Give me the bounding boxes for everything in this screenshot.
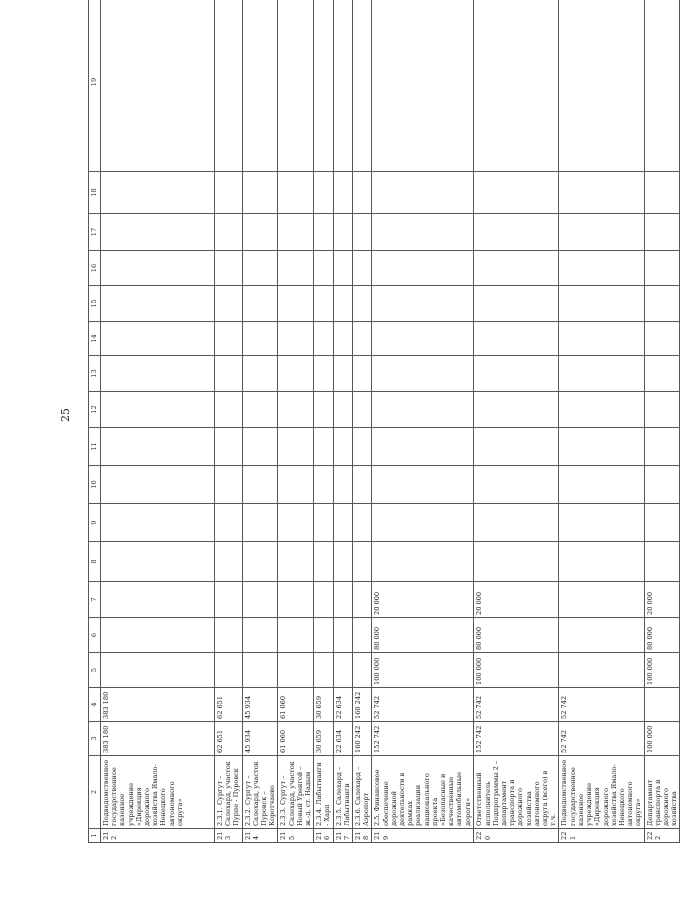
empty-cell [559, 251, 644, 286]
empty-cell [278, 392, 314, 428]
table-row [215, 0, 243, 843]
cell-value [215, 618, 243, 653]
page-number: 25 [59, 408, 72, 422]
cell-value: 152 742 [474, 722, 559, 756]
empty-cell [474, 542, 559, 582]
empty-cell [474, 251, 559, 286]
rotated-table-container [88, 13, 679, 843]
empty-cell [215, 0, 243, 172]
empty-cell [242, 251, 278, 286]
table-row [242, 0, 278, 843]
empty-cell [372, 172, 474, 214]
empty-cell [215, 392, 243, 428]
cell-value [559, 582, 644, 618]
empty-cell [101, 322, 215, 356]
cell-value: 20 000 [644, 582, 680, 618]
empty-cell [353, 428, 372, 466]
cell-value: 160 242 [353, 688, 372, 722]
column-header: 7 [89, 582, 101, 618]
column-header: 2 [89, 756, 101, 829]
empty-cell [278, 172, 314, 214]
cell-value: 61 060 [278, 688, 314, 722]
row-number: 214 [242, 829, 278, 843]
empty-cell [278, 428, 314, 466]
empty-cell [333, 0, 352, 172]
row-name: Ответственный исполнитель Подпрограммы 2 – департамент транспорта и дорожного хозяйства автономного округа (всего) в т.ч. [474, 756, 559, 829]
empty-cell [101, 286, 215, 322]
empty-cell [314, 466, 333, 504]
row-number: 215 [278, 829, 314, 843]
cell-value: 52 742 [474, 688, 559, 722]
cell-value: 45 934 [242, 722, 278, 756]
empty-cell [333, 392, 352, 428]
table-row [474, 0, 559, 843]
cell-value [644, 688, 680, 722]
cell-value [353, 618, 372, 653]
column-header: 1 [89, 829, 101, 843]
cell-value: 383 180 [101, 722, 215, 756]
row-name: 2.3.6. Салехард – Аэропорт [353, 756, 372, 829]
empty-cell [559, 504, 644, 542]
empty-cell [372, 542, 474, 582]
empty-cell [474, 466, 559, 504]
column-header: 5 [89, 653, 101, 688]
row-number: 213 [215, 829, 243, 843]
empty-cell [559, 214, 644, 251]
empty-cell [333, 172, 352, 214]
empty-cell [215, 356, 243, 392]
cell-value [353, 653, 372, 688]
empty-cell [314, 322, 333, 356]
cell-value [333, 582, 352, 618]
cell-value: 80 000 [644, 618, 680, 653]
empty-cell [242, 0, 278, 172]
empty-cell [101, 504, 215, 542]
row-name: 2.3.4. Лабытнанги - Харп [314, 756, 333, 829]
empty-cell [644, 504, 680, 542]
empty-cell [215, 428, 243, 466]
empty-cell [333, 356, 352, 392]
empty-cell [559, 322, 644, 356]
empty-cell [333, 428, 352, 466]
empty-cell [372, 214, 474, 251]
empty-cell [474, 356, 559, 392]
row-number: 219 [372, 829, 474, 843]
cell-value: 152 742 [372, 722, 474, 756]
empty-cell [644, 542, 680, 582]
cell-value: 80 000 [372, 618, 474, 653]
column-header: 17 [89, 214, 101, 251]
empty-cell [242, 322, 278, 356]
empty-cell [101, 251, 215, 286]
cell-value [353, 582, 372, 618]
cell-value: 160 242 [353, 722, 372, 756]
empty-cell [278, 251, 314, 286]
cell-value [101, 582, 215, 618]
cell-value [314, 582, 333, 618]
cell-value [559, 618, 644, 653]
empty-cell [372, 466, 474, 504]
column-header: 16 [89, 251, 101, 286]
empty-cell [333, 504, 352, 542]
row-name: Подведомственное государственное казенное учреждение «Дирекция дорожного хозяйства Ямало-Ненецкого автономного округа» [559, 756, 644, 829]
empty-cell [372, 0, 474, 172]
empty-cell [101, 214, 215, 251]
empty-cell [314, 392, 333, 428]
cell-value: 100 000 [372, 653, 474, 688]
empty-cell [314, 356, 333, 392]
column-header: 6 [89, 618, 101, 653]
row-number: 220 [474, 829, 559, 843]
cell-value [559, 653, 644, 688]
empty-cell [559, 286, 644, 322]
empty-cell [333, 542, 352, 582]
table-header-row [89, 0, 101, 843]
cell-value [242, 653, 278, 688]
cell-value [333, 653, 352, 688]
column-header: 19 [89, 0, 101, 172]
empty-cell [474, 428, 559, 466]
empty-cell [278, 356, 314, 392]
empty-cell [242, 356, 278, 392]
table-row [644, 0, 680, 843]
empty-cell [215, 504, 243, 542]
empty-cell [215, 172, 243, 214]
cell-value [101, 618, 215, 653]
cell-value [215, 653, 243, 688]
empty-cell [644, 322, 680, 356]
column-header: 15 [89, 286, 101, 322]
cell-value: 383 180 [101, 688, 215, 722]
empty-cell [559, 428, 644, 466]
empty-cell [242, 466, 278, 504]
empty-cell [314, 172, 333, 214]
cell-value: 100 000 [474, 653, 559, 688]
cell-value: 45 934 [242, 688, 278, 722]
empty-cell [353, 542, 372, 582]
table-row [314, 0, 333, 843]
empty-cell [353, 466, 372, 504]
row-number: 212 [101, 829, 215, 843]
empty-cell [215, 542, 243, 582]
empty-cell [101, 0, 215, 172]
empty-cell [215, 466, 243, 504]
cell-value: 22 634 [333, 688, 352, 722]
column-header: 12 [89, 392, 101, 428]
budget-table [88, 0, 680, 843]
empty-cell [278, 214, 314, 251]
empty-cell [353, 504, 372, 542]
empty-cell [314, 504, 333, 542]
cell-value: 62 651 [215, 688, 243, 722]
column-header: 14 [89, 322, 101, 356]
cell-value: 80 000 [474, 618, 559, 653]
cell-value [242, 618, 278, 653]
table-row [333, 0, 352, 843]
empty-cell [278, 0, 314, 172]
empty-cell [474, 214, 559, 251]
column-header: 11 [89, 428, 101, 466]
row-number: 222 [644, 829, 680, 843]
empty-cell [101, 428, 215, 466]
empty-cell [242, 214, 278, 251]
empty-cell [101, 356, 215, 392]
empty-cell [353, 286, 372, 322]
empty-cell [559, 356, 644, 392]
empty-cell [644, 214, 680, 251]
empty-cell [559, 392, 644, 428]
row-name: 2.3.5. Салехард – Лабытнанги [333, 756, 352, 829]
empty-cell [242, 428, 278, 466]
cell-value: 20 000 [474, 582, 559, 618]
empty-cell [559, 172, 644, 214]
empty-cell [644, 428, 680, 466]
empty-cell [314, 214, 333, 251]
column-header: 4 [89, 688, 101, 722]
cell-value: 22 634 [333, 722, 352, 756]
table-row [278, 0, 314, 843]
empty-cell [474, 286, 559, 322]
empty-cell [353, 172, 372, 214]
row-name: Подведомственное государственное казенное учреждение «Дирекция дорожного хозяйства Ямало-Ненецкого автономного округа» [101, 756, 215, 829]
empty-cell [333, 322, 352, 356]
cell-value: 62 651 [215, 722, 243, 756]
row-name: Департамент транспорта и дорожного хозяйства [644, 756, 680, 829]
empty-cell [101, 542, 215, 582]
row-number: 217 [333, 829, 352, 843]
cell-value [333, 618, 352, 653]
empty-cell [314, 428, 333, 466]
empty-cell [333, 466, 352, 504]
empty-cell [101, 392, 215, 428]
cell-value: 52 742 [372, 688, 474, 722]
empty-cell [474, 392, 559, 428]
cell-value [278, 582, 314, 618]
empty-cell [644, 466, 680, 504]
empty-cell [215, 251, 243, 286]
row-name: 2.3.3. Сургут – Салехард, участок Новый Уренгой – ж.-д. ст. Надым [278, 756, 314, 829]
empty-cell [314, 0, 333, 172]
empty-cell [101, 466, 215, 504]
empty-cell [474, 172, 559, 214]
cell-value [101, 653, 215, 688]
column-header: 10 [89, 466, 101, 504]
empty-cell [278, 466, 314, 504]
empty-cell [372, 322, 474, 356]
empty-cell [353, 214, 372, 251]
column-header: 13 [89, 356, 101, 392]
column-header: 3 [89, 722, 101, 756]
row-name: 2.3.2. Сургут – Салехард, участок Пуровск – Коротчаево [242, 756, 278, 829]
table-row [353, 0, 372, 843]
empty-cell [333, 251, 352, 286]
empty-cell [314, 286, 333, 322]
empty-cell [474, 504, 559, 542]
empty-cell [559, 0, 644, 172]
empty-cell [353, 0, 372, 172]
row-name: 2.5. Финансовое обеспечение дорожной деятельности в рамках реализации национального проекта «Безопасные и качественные автомобильные дороги» [372, 756, 474, 829]
column-header: 18 [89, 172, 101, 214]
empty-cell [372, 251, 474, 286]
row-number: 218 [353, 829, 372, 843]
empty-cell [278, 286, 314, 322]
empty-cell [215, 322, 243, 356]
column-header: 8 [89, 542, 101, 582]
cell-value: 100 000 [644, 722, 680, 756]
empty-cell [644, 392, 680, 428]
empty-cell [644, 356, 680, 392]
empty-cell [242, 542, 278, 582]
cell-value [314, 653, 333, 688]
cell-value: 52 742 [559, 688, 644, 722]
cell-value: 30 659 [314, 722, 333, 756]
empty-cell [644, 286, 680, 322]
empty-cell [644, 0, 680, 172]
cell-value [242, 582, 278, 618]
table-row [101, 0, 215, 843]
empty-cell [242, 172, 278, 214]
empty-cell [215, 214, 243, 251]
cell-value [278, 618, 314, 653]
empty-cell [242, 392, 278, 428]
column-header: 9 [89, 504, 101, 542]
empty-cell [278, 504, 314, 542]
cell-value [314, 618, 333, 653]
row-number: 221 [559, 829, 644, 843]
row-name: 2.3.1. Сургут – Салехард, участок Пурпе - Пуровск [215, 756, 243, 829]
empty-cell [372, 286, 474, 322]
cell-value: 30 659 [314, 688, 333, 722]
empty-cell [278, 542, 314, 582]
empty-cell [372, 504, 474, 542]
empty-cell [314, 251, 333, 286]
empty-cell [242, 504, 278, 542]
empty-cell [353, 251, 372, 286]
empty-cell [474, 322, 559, 356]
empty-cell [242, 286, 278, 322]
empty-cell [101, 172, 215, 214]
empty-cell [333, 214, 352, 251]
empty-cell [559, 466, 644, 504]
empty-cell [353, 322, 372, 356]
cell-value: 61 060 [278, 722, 314, 756]
empty-cell [314, 542, 333, 582]
table-row [559, 0, 644, 843]
empty-cell [644, 251, 680, 286]
empty-cell [474, 0, 559, 172]
empty-cell [333, 286, 352, 322]
empty-cell [372, 428, 474, 466]
empty-cell [372, 392, 474, 428]
cell-value: 20 000 [372, 582, 474, 618]
empty-cell [353, 392, 372, 428]
row-number: 216 [314, 829, 333, 843]
table-row [372, 0, 474, 843]
empty-cell [372, 356, 474, 392]
empty-cell [353, 356, 372, 392]
cell-value: 100 000 [644, 653, 680, 688]
empty-cell [278, 322, 314, 356]
empty-cell [559, 542, 644, 582]
cell-value: 52 742 [559, 722, 644, 756]
empty-cell [215, 286, 243, 322]
cell-value [278, 653, 314, 688]
cell-value [215, 582, 243, 618]
empty-cell [644, 172, 680, 214]
